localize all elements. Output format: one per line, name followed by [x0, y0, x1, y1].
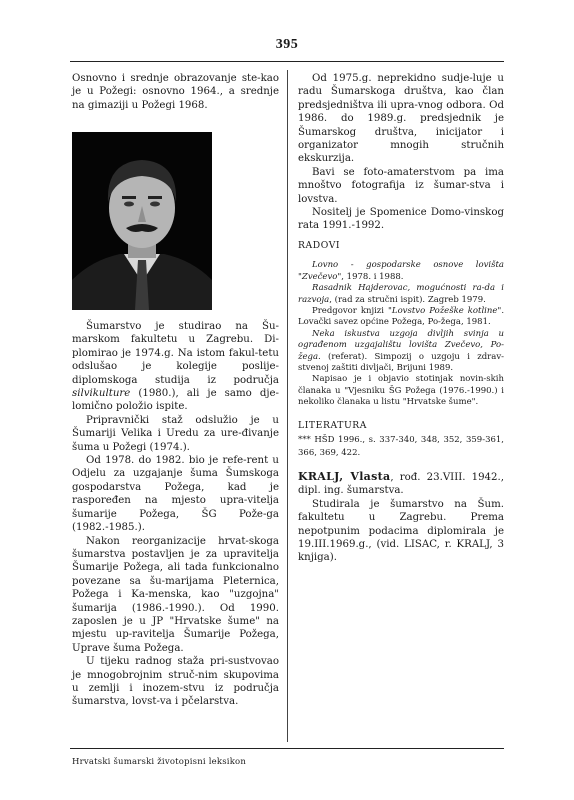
- work-details: , 1978. i 1988.: [341, 271, 404, 282]
- page-number: 395: [275, 37, 299, 52]
- work-item: [298, 283, 504, 306]
- work-item: [298, 260, 504, 283]
- portrait-photo: [72, 132, 212, 310]
- kralj-name: KRALJ, Vlasta: [298, 469, 391, 483]
- radovi-heading: RADOVI: [298, 239, 341, 251]
- works-list: [298, 260, 504, 408]
- career-paragraph-1: Od 1978. do 1982. bio je refe-rent u Odjelu za uzgajanje šuma Šumskoga gospodarstva Požega, kad je raspoređen na mjesto upra-vitelja šumarije Požega, ŠG Pože-ga (1982.-1985.).: [72, 455, 279, 534]
- left-column-top: [72, 72, 279, 112]
- kralj-paragraph: Studirala je šumarstvo na Šum. fakultetu u Zagrebu. Prema nepotpunim podacima diplomirala je 19.III.1969.g., (vid. LISAC, r. KRALJ, 3 knjiga).: [298, 498, 504, 564]
- photography-paragraph: Bavi se foto-amaterstvom pa ima mnoštvo fotografija iz šumar-stva i lovstva.: [298, 166, 504, 205]
- literatura-heading: LITERATURA: [298, 419, 368, 431]
- right-column: [298, 72, 504, 565]
- studies-italic: silvikulture: [72, 388, 131, 400]
- column-divider: [287, 70, 288, 742]
- work-details: . Lovački savez općine Požega, Po-žega, 1981.: [298, 305, 505, 328]
- work-details: , (rad za stručni ispit). Zagreb 1979.: [329, 294, 486, 305]
- work-prefix: Predgovor knjizi: [312, 305, 389, 316]
- conferences-paragraph: U tijeku radnog staža pri-sustvovao je mnogobrojnim struč-nim skupovima u zemlji i inozem-stvu iz područja šumarstva, lovst-va i pčelarstva.: [72, 656, 279, 708]
- footer-rule: [70, 748, 504, 749]
- work-item: [298, 329, 504, 375]
- studies-paragraph: [72, 320, 279, 414]
- left-column-bottom: [72, 320, 279, 709]
- footer-title: Hrvatski šumarski životopisni leksikon: [72, 757, 247, 767]
- studies-text-a: Šumarstvo je studirao na Šu-marskom fakultetu u Zagrebu. Di-plomirao je 1974.g. Na istom fakul-tetu odslušao je kolegije poslije-diplomskoga studija iz područja: [72, 321, 279, 386]
- work-item: [298, 306, 504, 329]
- work-title: Neka iskustva uzgoja divljih svinja u ograđenom uzgajalištu lovišta Zvečevo, Po-žega: [298, 328, 504, 362]
- award-paragraph: Nositelj je Spomenice Domo-vinskog rata 1991.-1992.: [298, 207, 504, 232]
- education-paragraph: Osnovno i srednje obrazovanje ste-kao je u Požegi: osnovno 1964., a srednje na gimaziji u Požegi 1968.: [72, 73, 279, 111]
- kralj-headline: [298, 470, 504, 498]
- kralj-entry: [298, 470, 504, 565]
- kralj-birth: , rođ. 23.VIII. 1942., dipl. ing. šumarstva.: [298, 471, 504, 497]
- internship-paragraph: Pripravnički staž odslužio je u Šumariji Velika i Uredu za ure-đivanje šuma u Požegi (1974.).: [72, 414, 279, 453]
- society-paragraph: Od 1975.g. neprekidno sudje-luje u radu Šumarskoga društva, kao član predsjedništva ili upra-vnog odbora. Od 1986. do 1989.g. predsjednik je Šumarskog društva, inicijator i organizator mnogih stručnih ekskurzija.: [298, 73, 504, 165]
- work-title: Rasadnik Hajderovac, mogućnosti ra-da i razvoja: [298, 283, 504, 305]
- work-details: . (referat). Simpozij o uzgoju i zdrav-stvenoj zaštiti divljači, Brijuni 1989.: [298, 351, 504, 373]
- literatura-text: *** HŠD 1996., s. 337-340, 348, 352, 359-361, 366, 369, 422.: [298, 434, 504, 458]
- work-title: Lovno - gospodarske osnove lovišta "Zvečevo": [298, 260, 504, 282]
- studies-text-b: (1980.), ali je samo dje-lomično položio ispite.: [72, 388, 279, 413]
- work-item: Napisao je i objavio stotinjak novin-skih članaka u "Vjesniku ŠG Požega (1976.-1990.) i nekoliko članaka u listu "Hrvatske šume".: [298, 374, 504, 408]
- header-rule: [70, 61, 504, 62]
- career-paragraph-2: Nakon reorganizacije hrvat-skoga šumarstva postavljen je za upravitelja Šumarije Požega, ali tada funkcionalno povezane sa šu-marijama Pleternica, Požega i Ka-menska, kao "uzgojna" šumarija (1986.-1990.). Od 1990. zaposlen je u JP "Hrvatske šume" na mjestu up-ravitelja Šumarije Požega, Uprave šuma Požega.: [72, 535, 279, 654]
- work-title: "Lovstvo Požeške kotline": [388, 305, 502, 316]
